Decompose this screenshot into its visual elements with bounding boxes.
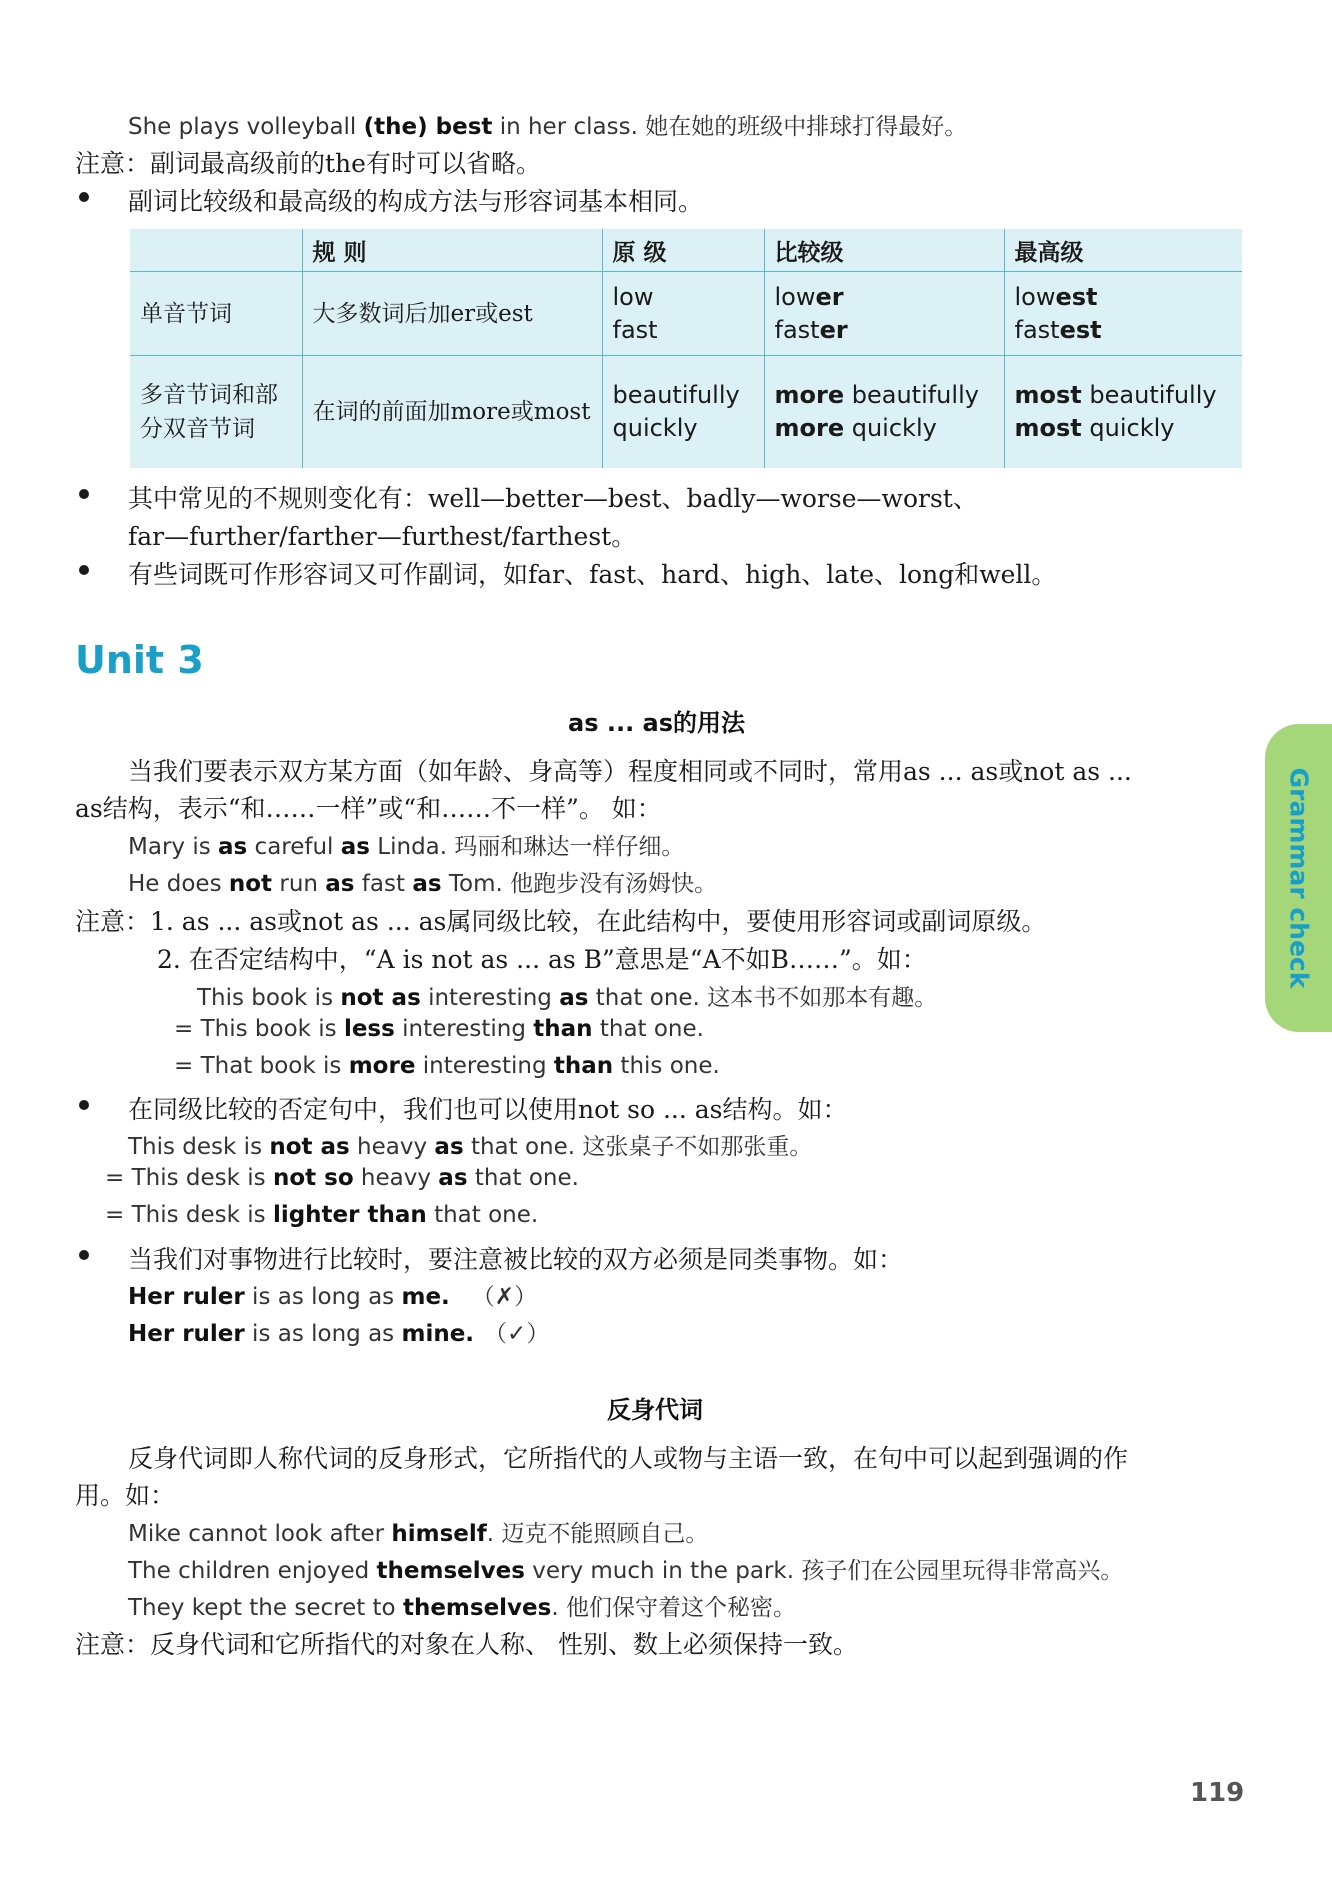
reflexive-note: 注意：反身代词和它所指代的对象在人称、 性别、数上必须保持一致。 [75, 1630, 858, 1659]
tab-label: Grammar check [1284, 767, 1313, 989]
table-cell-rule: 在词的前面加more或most [302, 356, 602, 468]
example-sentence: The children enjoyed themselves very much in the park. 孩子们在公园里玩得非常高兴。 [128, 1558, 1124, 1584]
example-sentence: Mike cannot look after himself. 迈克不能照顾自己。 [128, 1521, 709, 1547]
unit-title: Unit 3 [75, 638, 204, 682]
table-header-row [130, 229, 1242, 272]
example-sentence: = This desk is lighter than that one. [105, 1202, 539, 1228]
example-sentence: This desk is not as heavy as that one. 这张桌子不如那张重。 [128, 1134, 813, 1160]
example-sentence: They kept the secret to themselves. 他们保守着这个秘密。 [128, 1595, 796, 1621]
reflexive-intro-line1: 反身代词即人称代词的反身形式，它所指代的人或物与主语一致，在句中可以起到强调的作 [128, 1444, 1129, 1473]
table-cell-rule: 大多数词后加er或est [302, 272, 602, 356]
bullet-formation: 副词比较级和最高级的构成方法与形容词基本相同。 [128, 187, 704, 216]
bullet [79, 192, 89, 202]
table-row [130, 272, 1242, 356]
table-cell-comparative: lower faster [764, 272, 1004, 356]
as-as-intro-line2: as结构，表示“和……一样”或“和……不一样”。 如： [75, 794, 662, 823]
table-row [130, 356, 1242, 468]
bullet-not-so-as: 在同级比较的否定句中，我们也可以使用not so ... as结构。如： [128, 1095, 848, 1124]
bullet [79, 1100, 89, 1110]
example-best: She plays volleyball (the) best in her class. 她在她的班级中排球打得最好。 [128, 114, 968, 140]
grammar-check-tab [1265, 724, 1332, 1032]
table-cell-superlative: lowest fastest [1004, 272, 1242, 356]
wrong-mark: （✗） [471, 1284, 538, 1310]
example-sentence: = This desk is not so heavy as that one. [105, 1165, 579, 1191]
table-cell-comparative: more beautifully more quickly [764, 356, 1004, 468]
table-cell-positive: beautifully quickly [602, 356, 764, 468]
example-sentence: = That book is more interesting than this one. [174, 1053, 720, 1079]
irregular-forms-line1: 其中常见的不规则变化有：well—better—best、badly—worse—worst、 [128, 484, 978, 513]
note-2: 2. 在否定结构中，“A is not as ... as B”意思是“A不如B……”。如： [157, 945, 927, 974]
adj-adv-words: 有些词既可作形容词又可作副词，如far、fast、hard、high、late、long和well。 [128, 560, 1057, 589]
table-cell-category: 单音节词 [130, 272, 302, 356]
bullet [79, 1250, 89, 1260]
correct-mark: （✓） [484, 1321, 550, 1347]
table-header [130, 229, 302, 272]
comparison-rules-table [130, 229, 1242, 468]
as-as-intro-line1: 当我们要表示双方某方面（如年龄、身高等）程度相同或不同时，常用as ... as或not as ... [128, 757, 1132, 786]
table-cell-category: 多音节词和部分双音节词 [130, 356, 302, 468]
bullet [79, 489, 89, 499]
bullet [79, 565, 89, 575]
table-header: 规 则 [302, 229, 602, 272]
example-sentence: This book is not as interesting as that one. 这本书不如那本有趣。 [197, 985, 938, 1011]
example-correct: Her ruler is as long as mine. （✓） [128, 1321, 550, 1347]
table-header: 比较级 [764, 229, 1004, 272]
irregular-forms-line2: far—further/farther—furthest/farthest。 [128, 522, 637, 551]
example-sentence: Mary is as careful as Linda. 玛丽和琳达一样仔细。 [128, 834, 685, 860]
example-sentence: = This book is less interesting than that one. [174, 1016, 704, 1042]
table-cell-superlative: most beautifully most quickly [1014, 380, 1217, 442]
example-sentence: He does not run as fast as Tom. 他跑步没有汤姆快。 [128, 871, 718, 897]
section-title-as-as: as ... as的用法 [568, 709, 746, 737]
page-number: 119 [1190, 1778, 1245, 1808]
table-header: 最高级 [1004, 229, 1242, 272]
note-1: 注意：1. as ... as或not as ... as属同级比较，在此结构中，要使用形容词或副词原级。 [75, 907, 1047, 936]
table-header: 原 级 [602, 229, 764, 272]
example-wrong: Her ruler is as long as me. （✗） [128, 1284, 538, 1310]
note-the-omission: 注意：副词最高级前的the有时可以省略。 [75, 149, 541, 178]
table-cell-positive: low fast [602, 272, 764, 356]
bullet-same-kind: 当我们对事物进行比较时，要注意被比较的双方必须是同类事物。如： [128, 1245, 904, 1274]
section-title-reflexive: 反身代词 [607, 1396, 703, 1424]
reflexive-intro-line2: 用。如： [75, 1481, 176, 1510]
